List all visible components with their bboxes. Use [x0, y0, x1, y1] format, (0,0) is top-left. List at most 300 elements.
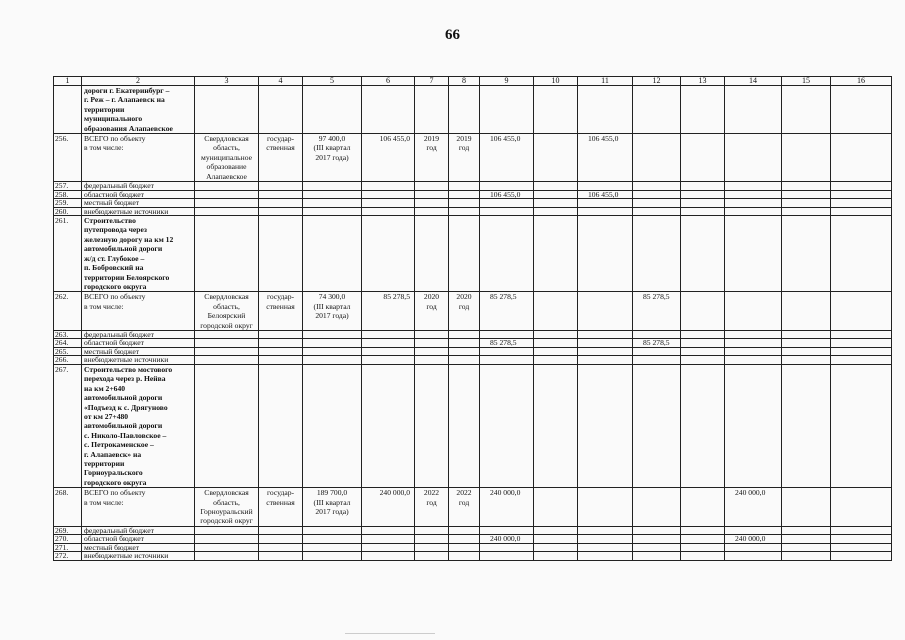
cell-col-7 [415, 199, 449, 208]
row-number: 256. [54, 134, 82, 182]
cell-col-11 [578, 216, 633, 292]
cell-col-3 [195, 207, 259, 216]
table-row [54, 207, 892, 216]
table-row [54, 330, 892, 339]
cell-col-5 [303, 339, 362, 348]
cell-col-9 [480, 207, 534, 216]
row-label: Строительство мостового перехода через р. Нейва на км 2+640 автомобильной дороги «Подъезд к с. Дрягуново от км 27+480 автомобильной дороги с. Николо-Павловское – с. Петрокаменское – г. Алапаевск» на территории Горноуральского городского округа [82, 364, 195, 487]
cell-col-7 [415, 86, 449, 134]
cell-col-13 [681, 339, 725, 348]
cell-col-3 [195, 347, 259, 356]
row-label: федеральный бюджет [82, 330, 195, 339]
cell-col-4 [259, 552, 303, 561]
cell-col-10 [534, 535, 578, 544]
cell-col-12 [633, 526, 681, 535]
cell-col-11 [578, 488, 633, 527]
cell-col-12 [633, 535, 681, 544]
row-number: 266. [54, 356, 82, 365]
table-body [54, 77, 892, 561]
cell-col-9 [480, 86, 534, 134]
cell-col-12 [633, 488, 681, 527]
row-label: внебюджетные источники [82, 207, 195, 216]
cell-col-15 [782, 190, 831, 199]
cell-col-16 [831, 182, 892, 191]
cell-col-12 [633, 182, 681, 191]
table-row [54, 535, 892, 544]
cell-col-11 [578, 543, 633, 552]
cell-col-5 [303, 216, 362, 292]
cell-col-16 [831, 356, 892, 365]
row-label: ВСЕГО по объекту в том числе: [82, 488, 195, 527]
cell-col-11 [578, 182, 633, 191]
cell-col-6 [362, 199, 415, 208]
cell-col-10 [534, 292, 578, 331]
cell-col-9: 106 455,0 [480, 134, 534, 182]
column-number-5: 5 [303, 77, 362, 86]
cell-col-4 [259, 216, 303, 292]
cell-col-4 [259, 356, 303, 365]
cell-col-16 [831, 552, 892, 561]
cell-col-3: Свердловская область, Горноуральский городской округ [195, 488, 259, 527]
cell-col-11 [578, 339, 633, 348]
cell-col-3 [195, 526, 259, 535]
cell-col-15 [782, 552, 831, 561]
table-row [54, 364, 892, 487]
cell-col-11 [578, 347, 633, 356]
table-row [54, 543, 892, 552]
cell-col-16 [831, 199, 892, 208]
cell-col-9: 106 455,0 [480, 190, 534, 199]
row-label: областной бюджет [82, 535, 195, 544]
cell-col-16 [831, 292, 892, 331]
cell-col-14 [725, 552, 782, 561]
cell-col-7: 2022 год [415, 488, 449, 527]
cell-col-4 [259, 182, 303, 191]
column-number-9: 9 [480, 77, 534, 86]
row-number: 269. [54, 526, 82, 535]
cell-col-13 [681, 199, 725, 208]
cell-col-4 [259, 347, 303, 356]
cell-col-16 [831, 364, 892, 487]
cell-col-6 [362, 552, 415, 561]
cell-col-3 [195, 190, 259, 199]
cell-col-13 [681, 364, 725, 487]
cell-col-7 [415, 190, 449, 199]
cell-col-16 [831, 207, 892, 216]
cell-col-8 [449, 339, 480, 348]
row-number: 271. [54, 543, 82, 552]
column-number-11: 11 [578, 77, 633, 86]
cell-col-6 [362, 347, 415, 356]
cell-col-16 [831, 216, 892, 292]
cell-col-12 [633, 364, 681, 487]
column-number-7: 7 [415, 77, 449, 86]
cell-col-12 [633, 190, 681, 199]
cell-col-15 [782, 182, 831, 191]
budget-table-wrapper [53, 76, 865, 561]
cell-col-3 [195, 364, 259, 487]
cell-col-12 [633, 347, 681, 356]
scan-artifact [345, 633, 435, 634]
cell-col-3 [195, 182, 259, 191]
cell-col-13 [681, 86, 725, 134]
cell-col-15 [782, 134, 831, 182]
cell-col-14: 240 000,0 [725, 535, 782, 544]
cell-col-6 [362, 190, 415, 199]
cell-col-5 [303, 552, 362, 561]
cell-col-7 [415, 347, 449, 356]
cell-col-8 [449, 526, 480, 535]
cell-col-13 [681, 207, 725, 216]
cell-col-3 [195, 535, 259, 544]
cell-col-10 [534, 347, 578, 356]
cell-col-13 [681, 543, 725, 552]
cell-col-12 [633, 543, 681, 552]
cell-col-9 [480, 356, 534, 365]
cell-col-14 [725, 339, 782, 348]
cell-col-15 [782, 216, 831, 292]
cell-col-9: 85 278,5 [480, 339, 534, 348]
cell-col-8 [449, 543, 480, 552]
cell-col-4 [259, 330, 303, 339]
cell-col-3 [195, 330, 259, 339]
cell-col-13 [681, 134, 725, 182]
cell-col-5: 189 700,0 (III квартал 2017 года) [303, 488, 362, 527]
cell-col-14 [725, 364, 782, 487]
column-number-8: 8 [449, 77, 480, 86]
cell-col-12 [633, 356, 681, 365]
row-number: 272. [54, 552, 82, 561]
table-row [54, 182, 892, 191]
row-label: ВСЕГО по объекту в том числе: [82, 134, 195, 182]
cell-col-13 [681, 182, 725, 191]
cell-col-11: 106 455,0 [578, 134, 633, 182]
cell-col-10 [534, 330, 578, 339]
cell-col-5: 97 400,0 (III квартал 2017 года) [303, 134, 362, 182]
cell-col-5 [303, 535, 362, 544]
table-row [54, 526, 892, 535]
cell-col-4 [259, 339, 303, 348]
row-number: 258. [54, 190, 82, 199]
cell-col-4 [259, 207, 303, 216]
cell-col-8 [449, 190, 480, 199]
cell-col-5 [303, 199, 362, 208]
row-number: 260. [54, 207, 82, 216]
cell-col-8 [449, 330, 480, 339]
cell-col-10 [534, 216, 578, 292]
cell-col-5 [303, 207, 362, 216]
cell-col-13 [681, 488, 725, 527]
cell-col-14 [725, 543, 782, 552]
cell-col-6: 85 278,5 [362, 292, 415, 331]
column-number-10: 10 [534, 77, 578, 86]
cell-col-13 [681, 526, 725, 535]
cell-col-8 [449, 535, 480, 544]
cell-col-10 [534, 190, 578, 199]
cell-col-7 [415, 535, 449, 544]
cell-col-6 [362, 86, 415, 134]
cell-col-9: 85 278,5 [480, 292, 534, 331]
table-row [54, 134, 892, 182]
cell-col-11 [578, 535, 633, 544]
cell-col-13 [681, 356, 725, 365]
cell-col-10 [534, 199, 578, 208]
row-label: местный бюджет [82, 543, 195, 552]
cell-col-10 [534, 134, 578, 182]
cell-col-11 [578, 526, 633, 535]
cell-col-14 [725, 216, 782, 292]
cell-col-7 [415, 330, 449, 339]
cell-col-5 [303, 364, 362, 487]
cell-col-8 [449, 207, 480, 216]
cell-col-16 [831, 526, 892, 535]
cell-col-6 [362, 356, 415, 365]
cell-col-4 [259, 199, 303, 208]
cell-col-8 [449, 199, 480, 208]
cell-col-13 [681, 330, 725, 339]
cell-col-4: государ- ственная [259, 488, 303, 527]
row-number: 265. [54, 347, 82, 356]
row-number: 261. [54, 216, 82, 292]
cell-col-9 [480, 552, 534, 561]
cell-col-9 [480, 199, 534, 208]
cell-col-3: Свердловская область, Белоярский городской округ [195, 292, 259, 331]
cell-col-12 [633, 552, 681, 561]
cell-col-7 [415, 543, 449, 552]
cell-col-14 [725, 190, 782, 199]
cell-col-3 [195, 339, 259, 348]
cell-col-3 [195, 543, 259, 552]
cell-col-12 [633, 330, 681, 339]
cell-col-12: 85 278,5 [633, 292, 681, 331]
cell-col-14: 240 000,0 [725, 488, 782, 527]
cell-col-5 [303, 356, 362, 365]
cell-col-5 [303, 347, 362, 356]
cell-col-16 [831, 86, 892, 134]
cell-col-9 [480, 526, 534, 535]
cell-col-7 [415, 526, 449, 535]
cell-col-3 [195, 216, 259, 292]
cell-col-11 [578, 364, 633, 487]
cell-col-10 [534, 339, 578, 348]
column-number-16: 16 [831, 77, 892, 86]
cell-col-10 [534, 207, 578, 216]
table-row [54, 339, 892, 348]
cell-col-4 [259, 535, 303, 544]
cell-col-12 [633, 86, 681, 134]
cell-col-8 [449, 216, 480, 292]
cell-col-12 [633, 216, 681, 292]
cell-col-6: 106 455,0 [362, 134, 415, 182]
cell-col-10 [534, 552, 578, 561]
cell-col-7: 2019 год [415, 134, 449, 182]
cell-col-7 [415, 552, 449, 561]
cell-col-14 [725, 292, 782, 331]
cell-col-11 [578, 207, 633, 216]
cell-col-14 [725, 86, 782, 134]
column-number-row [54, 77, 892, 86]
table-row [54, 86, 892, 134]
row-number: 257. [54, 182, 82, 191]
column-number-2: 2 [82, 77, 195, 86]
column-number-12: 12 [633, 77, 681, 86]
cell-col-10 [534, 364, 578, 487]
row-number: 262. [54, 292, 82, 331]
row-label: внебюджетные источники [82, 552, 195, 561]
cell-col-3 [195, 86, 259, 134]
cell-col-15 [782, 330, 831, 339]
cell-col-16 [831, 535, 892, 544]
cell-col-7 [415, 216, 449, 292]
column-number-14: 14 [725, 77, 782, 86]
cell-col-10 [534, 526, 578, 535]
cell-col-15 [782, 364, 831, 487]
cell-col-14 [725, 526, 782, 535]
cell-col-16 [831, 330, 892, 339]
row-label: внебюджетные источники [82, 356, 195, 365]
cell-col-4: государ- ственная [259, 134, 303, 182]
cell-col-4 [259, 543, 303, 552]
cell-col-12 [633, 199, 681, 208]
cell-col-16 [831, 134, 892, 182]
cell-col-15 [782, 339, 831, 348]
cell-col-5 [303, 190, 362, 199]
cell-col-11 [578, 356, 633, 365]
row-label: областной бюджет [82, 339, 195, 348]
cell-col-5 [303, 543, 362, 552]
cell-col-5 [303, 86, 362, 134]
row-label: местный бюджет [82, 199, 195, 208]
cell-col-6 [362, 526, 415, 535]
cell-col-14 [725, 182, 782, 191]
cell-col-9 [480, 182, 534, 191]
cell-col-16 [831, 543, 892, 552]
cell-col-14 [725, 199, 782, 208]
cell-col-6 [362, 216, 415, 292]
row-label: областной бюджет [82, 190, 195, 199]
cell-col-15 [782, 535, 831, 544]
cell-col-6 [362, 543, 415, 552]
cell-col-7 [415, 364, 449, 487]
table-row [54, 552, 892, 561]
cell-col-6 [362, 207, 415, 216]
table-row [54, 488, 892, 527]
cell-col-15 [782, 199, 831, 208]
cell-col-15 [782, 526, 831, 535]
cell-col-8 [449, 182, 480, 191]
cell-col-7 [415, 182, 449, 191]
cell-col-10 [534, 356, 578, 365]
table-row [54, 190, 892, 199]
cell-col-8: 2020 год [449, 292, 480, 331]
cell-col-12 [633, 134, 681, 182]
cell-col-9: 240 000,0 [480, 535, 534, 544]
column-number-4: 4 [259, 77, 303, 86]
row-number: 268. [54, 488, 82, 527]
row-number: 267. [54, 364, 82, 487]
cell-col-14 [725, 347, 782, 356]
table-row [54, 199, 892, 208]
table-row [54, 216, 892, 292]
cell-col-9 [480, 364, 534, 487]
cell-col-4 [259, 364, 303, 487]
cell-col-15 [782, 292, 831, 331]
cell-col-13 [681, 552, 725, 561]
cell-col-16 [831, 190, 892, 199]
cell-col-11 [578, 86, 633, 134]
cell-col-9 [480, 330, 534, 339]
cell-col-8: 2019 год [449, 134, 480, 182]
column-number-3: 3 [195, 77, 259, 86]
cell-col-10 [534, 86, 578, 134]
cell-col-12 [633, 207, 681, 216]
cell-col-3 [195, 356, 259, 365]
cell-col-13 [681, 292, 725, 331]
cell-col-5 [303, 182, 362, 191]
row-label: ВСЕГО по объекту в том числе: [82, 292, 195, 331]
cell-col-11 [578, 199, 633, 208]
cell-col-10 [534, 182, 578, 191]
cell-col-7: 2020 год [415, 292, 449, 331]
column-number-15: 15 [782, 77, 831, 86]
cell-col-11: 106 455,0 [578, 190, 633, 199]
cell-col-7 [415, 356, 449, 365]
row-label: дороги г. Екатеринбург – г. Реж – г. Алапаевск на территории муниципального образования Алапаевское [82, 86, 195, 134]
budget-table [53, 76, 892, 561]
cell-col-11 [578, 552, 633, 561]
page-number: 66 [445, 27, 460, 43]
row-label: местный бюджет [82, 347, 195, 356]
cell-col-13 [681, 347, 725, 356]
cell-col-6 [362, 364, 415, 487]
cell-col-8 [449, 364, 480, 487]
cell-col-15 [782, 356, 831, 365]
table-row [54, 292, 892, 331]
cell-col-6 [362, 182, 415, 191]
row-number: 259. [54, 199, 82, 208]
cell-col-4 [259, 526, 303, 535]
row-label: Строительство путепровода через железную дорогу на км 12 автомобильной дороги ж/д ст. Глубокое – п. Бобровский на территории Белоярского городского округа [82, 216, 195, 292]
cell-col-4: государ- ственная [259, 292, 303, 331]
cell-col-14 [725, 356, 782, 365]
column-number-6: 6 [362, 77, 415, 86]
table-row [54, 356, 892, 365]
cell-col-9 [480, 543, 534, 552]
cell-col-16 [831, 347, 892, 356]
row-label: федеральный бюджет [82, 182, 195, 191]
cell-col-6: 240 000,0 [362, 488, 415, 527]
cell-col-7 [415, 339, 449, 348]
cell-col-12: 85 278,5 [633, 339, 681, 348]
cell-col-14 [725, 330, 782, 339]
cell-col-6 [362, 330, 415, 339]
cell-col-9 [480, 347, 534, 356]
cell-col-15 [782, 347, 831, 356]
cell-col-5 [303, 330, 362, 339]
cell-col-3 [195, 552, 259, 561]
cell-col-14 [725, 207, 782, 216]
row-number [54, 86, 82, 134]
cell-col-4 [259, 86, 303, 134]
cell-col-15 [782, 86, 831, 134]
cell-col-7 [415, 207, 449, 216]
cell-col-13 [681, 216, 725, 292]
cell-col-5: 74 300,0 (III квартал 2017 года) [303, 292, 362, 331]
cell-col-8 [449, 356, 480, 365]
cell-col-11 [578, 330, 633, 339]
cell-col-16 [831, 488, 892, 527]
cell-col-3 [195, 199, 259, 208]
